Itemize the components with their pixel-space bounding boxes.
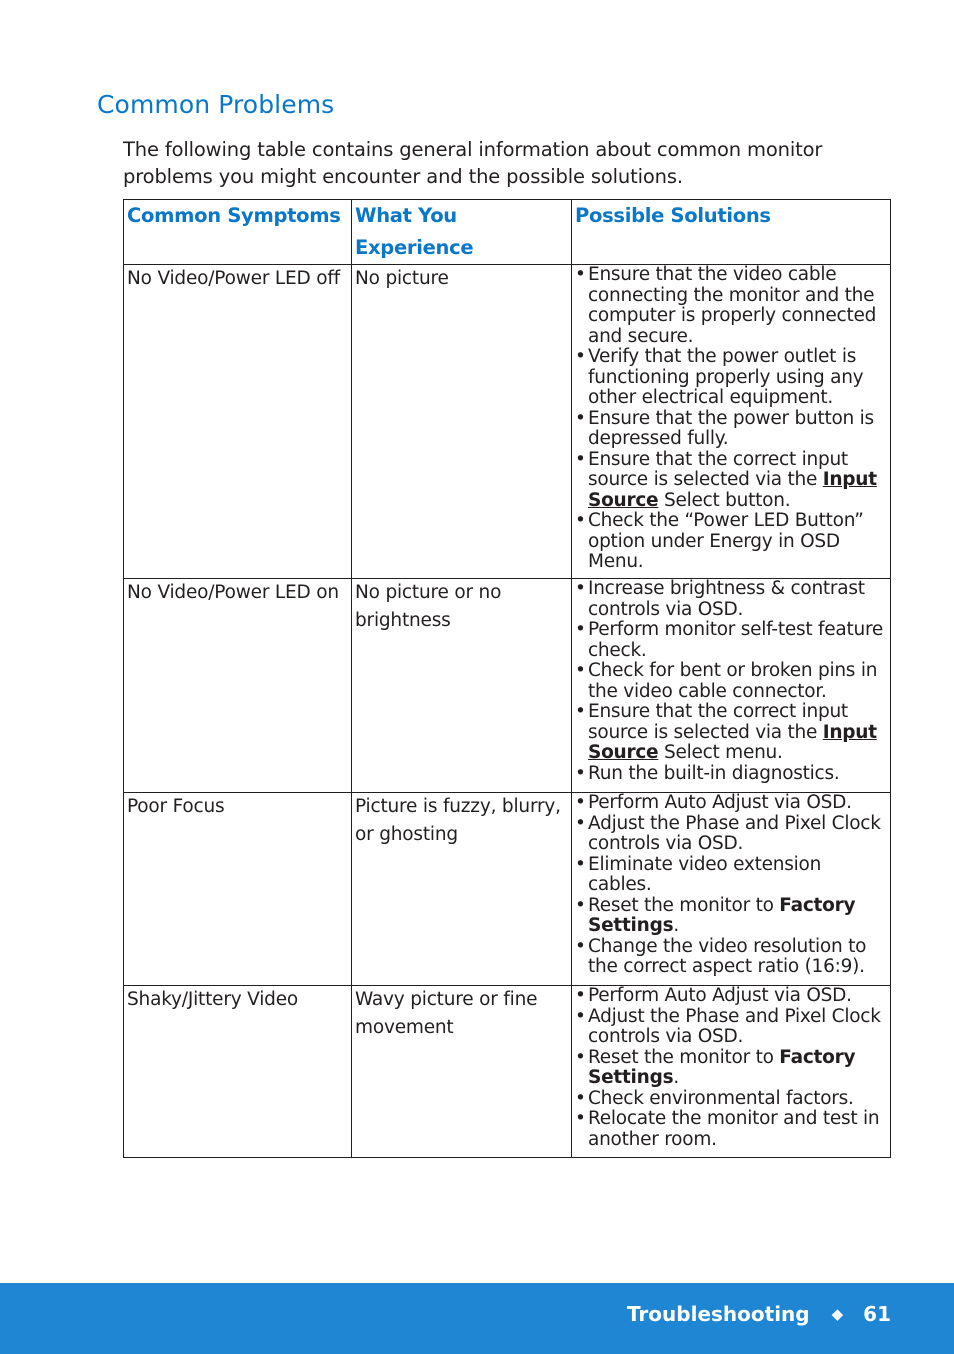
symptom-text: Poor Focus: [127, 796, 225, 817]
intro-paragraph: The following table contains general information about common monitor problems you might encounter and the possible solutions.: [123, 138, 823, 188]
experience-text: No picture: [355, 268, 449, 289]
solution-item: [575, 620, 886, 661]
solution-text: Ensure that the power button is depressed fully.: [588, 407, 874, 449]
solution-item: [575, 814, 886, 855]
solution-item: [575, 579, 886, 620]
solution-item: [575, 1007, 886, 1048]
solution-item: [575, 409, 886, 450]
symptom-cell: [124, 793, 352, 986]
solution-item: [575, 450, 886, 512]
experience-cell: [352, 265, 572, 579]
experience-text: Picture is fuzzy, blurry, or ghosting: [355, 796, 561, 845]
experience-cell: [352, 793, 572, 986]
solution-text: Relocate the monitor and test in another room.: [588, 1108, 880, 1150]
solution-item: [575, 1048, 886, 1089]
solution-item: [575, 986, 886, 1007]
common-problems-table: [123, 199, 891, 1158]
solution-text: Perform Auto Adjust via OSD.: [588, 792, 852, 813]
table-row: [124, 265, 891, 579]
solution-text: Ensure that the correct input source is selected via the: [588, 448, 848, 490]
symptom-cell: [124, 986, 352, 1158]
table-row: [124, 579, 891, 793]
solutions-cell: [572, 986, 891, 1158]
solutions-list: [575, 265, 886, 573]
solution-item: [575, 661, 886, 702]
solution-item: [575, 1109, 886, 1150]
solution-item: [575, 937, 886, 978]
solution-text: Perform monitor self-test feature check.: [588, 619, 884, 661]
symptom-text: No Video/Power LED off: [127, 268, 340, 289]
solution-text: Check environmental factors.: [588, 1087, 854, 1109]
solution-item: [575, 511, 886, 573]
experience-cell: [352, 986, 572, 1158]
solution-text: Verify that the power outlet is functioning properly using any other electrical equipment.: [588, 346, 864, 408]
solutions-cell: [572, 793, 891, 986]
solutions-cell: [572, 579, 891, 793]
solution-text: .: [673, 1067, 679, 1088]
solution-item: [575, 764, 886, 785]
table-header-row: [124, 200, 891, 265]
solution-item: [575, 265, 886, 347]
experience-cell: [352, 579, 572, 793]
solution-item: [575, 347, 886, 409]
solution-text: Ensure that the video cable connecting the monitor and the computer is properly connected and secure.: [588, 264, 877, 347]
experience-text: Wavy picture or fine movement: [355, 989, 538, 1038]
solution-text: Select button.: [658, 489, 791, 511]
symptom-text: No Video/Power LED on: [127, 582, 339, 603]
solution-text: Adjust the Phase and Pixel Clock controls via OSD.: [588, 1005, 881, 1047]
solution-text: Increase brightness & contrast controls via OSD.: [588, 578, 865, 620]
header-possible-solutions: Possible Solutions: [572, 200, 891, 265]
symptom-cell: [124, 579, 352, 793]
table-row: [124, 793, 891, 986]
solution-text: .: [673, 915, 679, 936]
solution-text: Reset the monitor to: [588, 1046, 780, 1068]
solution-text: Eliminate video extension cables.: [588, 853, 822, 895]
solution-text: Check the “Power LED Button” option under Energy in OSD Menu.: [588, 510, 864, 572]
solution-text: Check for bent or broken pins in the video cable connector.: [588, 660, 878, 702]
factory-settings-label: Factory Settings: [588, 1046, 856, 1088]
input-source-link: Input Source: [588, 721, 877, 763]
solutions-list: [575, 986, 886, 1150]
page-title: Common Problems: [97, 90, 335, 119]
experience-text: No picture or no brightness: [355, 582, 502, 631]
page-number: 61: [863, 1302, 891, 1326]
symptom-cell: [124, 265, 352, 579]
solutions-list: [575, 793, 886, 978]
header-what-you-experience: What You Experience: [352, 200, 572, 265]
solutions-cell: [572, 265, 891, 579]
footer-section-name: Troubleshooting: [626, 1302, 810, 1326]
solution-text: Reset the monitor to: [588, 894, 780, 916]
solution-item: [575, 1089, 886, 1110]
solution-text: Select menu.: [658, 742, 783, 763]
solution-text: Run the built-in diagnostics.: [588, 762, 840, 784]
factory-settings-label: Factory Settings: [588, 894, 856, 936]
solution-text: Perform Auto Adjust via OSD.: [588, 985, 852, 1006]
symptom-text: Shaky/Jittery Video: [127, 989, 298, 1010]
footer-label: [627, 1299, 891, 1331]
solution-text: Ensure that the correct input source is selected via the: [588, 701, 848, 743]
solution-item: [575, 855, 886, 896]
solution-item: [575, 702, 886, 764]
input-source-link: Input Source: [588, 469, 877, 511]
header-common-symptoms: Common Symptoms: [124, 200, 352, 265]
diamond-separator-icon: ◆: [831, 1305, 844, 1323]
solution-item: [575, 896, 886, 937]
table-row: [124, 986, 891, 1158]
solution-text: Change the video resolution to the correct aspect ratio (16:9).: [588, 935, 867, 977]
solutions-list: [575, 579, 886, 784]
solution-item: [575, 793, 886, 814]
solution-text: Adjust the Phase and Pixel Clock controls via OSD.: [588, 812, 881, 854]
